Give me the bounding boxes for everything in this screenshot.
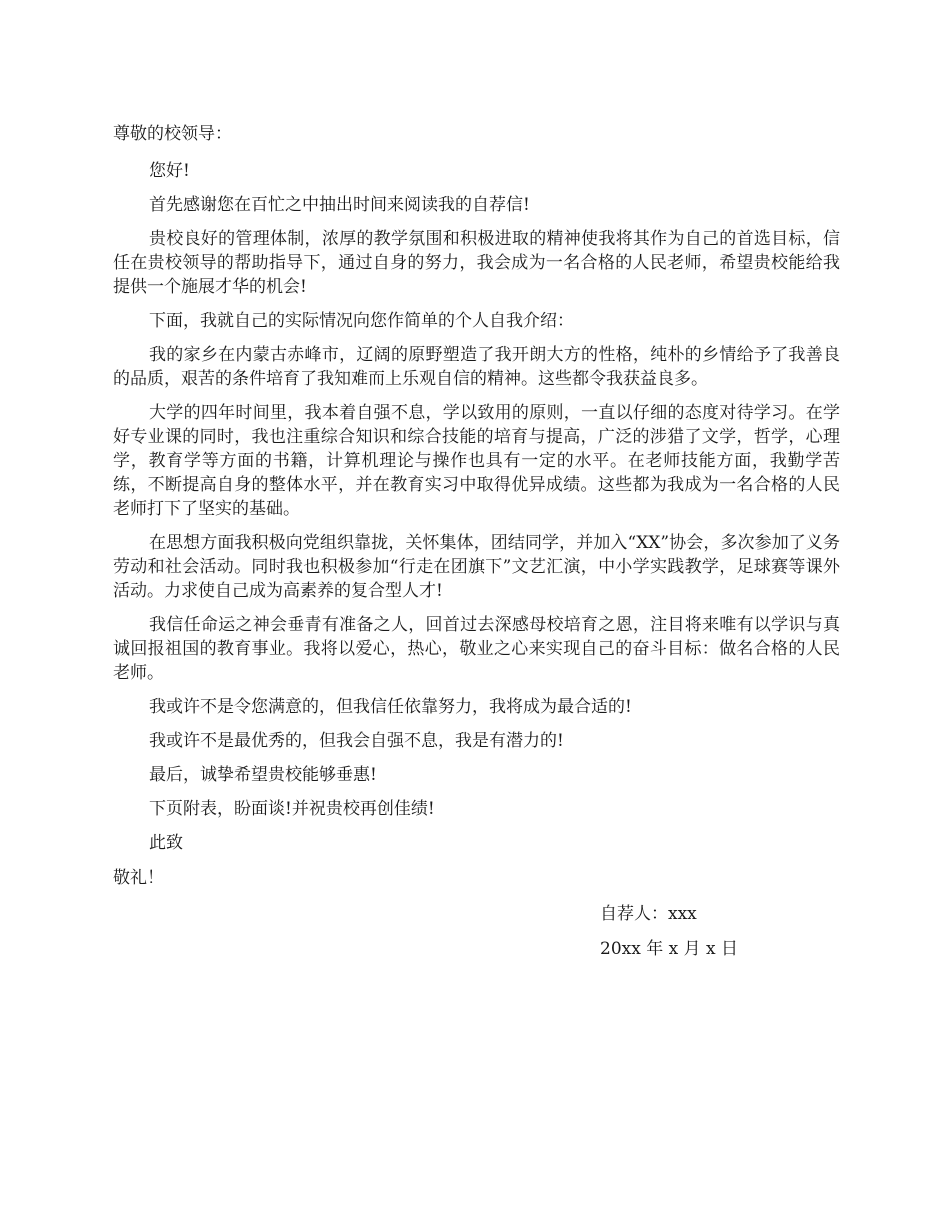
signature: 自荐人：xxx	[600, 904, 697, 924]
paragraph-hometown: 我的家乡在内蒙古赤峰市，辽阔的原野塑造了我开朗大方的性格，纯朴的乡情给予了我善良的品质，艰苦的条件培育了我知难而上乐观自信的精神。这些都令我获益良多。	[113, 345, 840, 389]
paragraph-school-choice: 贵校良好的管理体制，浓厚的教学氛围和积极进取的精神使我将其作为自己的首选目标，信任在贵校领导的帮助指导下，通过自身的努力，我会成为一名合格的人民老师，希望贵校能给我提供一个施展才华的机会!	[113, 229, 840, 297]
paragraph-most-suitable: 我或许不是令您满意的，但我信任依靠努力，我将成为最合适的!	[149, 697, 632, 717]
paragraph-potential: 我或许不是最优秀的，但我会自强不息，我是有潜力的!	[149, 731, 564, 751]
paragraph-university: 大学的四年时间里，我本着自强不息，学以致用的原则，一直以仔细的态度对待学习。在学好专业课的同时，我也注重综合知识和综合技能的培育与提高，广泛的涉猎了文学，哲学，心理学，教育学等方面的书籍，计算机理论与操作也具有一定的水平。在老师技能方面，我勤学苦练，不断提高自身的整体水平，并在教育实习中取得优异成绩。这些都为我成为一名合格的人民老师打下了坚实的基础。	[113, 403, 840, 519]
closing-jingli: 敬礼！	[113, 868, 164, 888]
letter-date: 20xx 年 x 月 x 日	[600, 939, 739, 959]
paragraph-greeting: 您好!	[149, 161, 190, 181]
letter-body	[113, 122, 840, 890]
paragraph-finally: 最后，诚挚希望贵校能够垂惠!	[149, 765, 377, 785]
paragraph-cizhi: 此致	[149, 833, 183, 853]
paragraph-intro-lead: 下面，我就自己的实际情况向您作简单的个人自我介绍：	[149, 311, 574, 331]
paragraph-thanks: 首先感谢您在百忙之中抽出时间来阅读我的自荐信!	[149, 195, 530, 215]
paragraph-attachment: 下页附表，盼面谈!并祝贵校再创佳绩!	[149, 799, 435, 819]
paragraph-destiny: 我信任命运之神会垂青有准备之人，回首过去深感母校培育之恩，注目将来唯有以学识与真诚回报祖国的教育事业。我将以爱心，热心，敬业之心来实现自己的奋斗目标：做名合格的人民老师。	[113, 615, 840, 683]
paragraph-ideology: 在思想方面我积极向党组织靠拢，关怀集体，团结同学，并加入“XX”协会，多次参加了义务劳动和社会活动。同时我也积极参加“行走在团旗下”文艺汇演，中小学实践教学，足球赛等课外活动。力求使自己成为高素养的复合型人才!	[113, 533, 840, 601]
salutation: 尊敬的校领导：	[113, 124, 232, 144]
